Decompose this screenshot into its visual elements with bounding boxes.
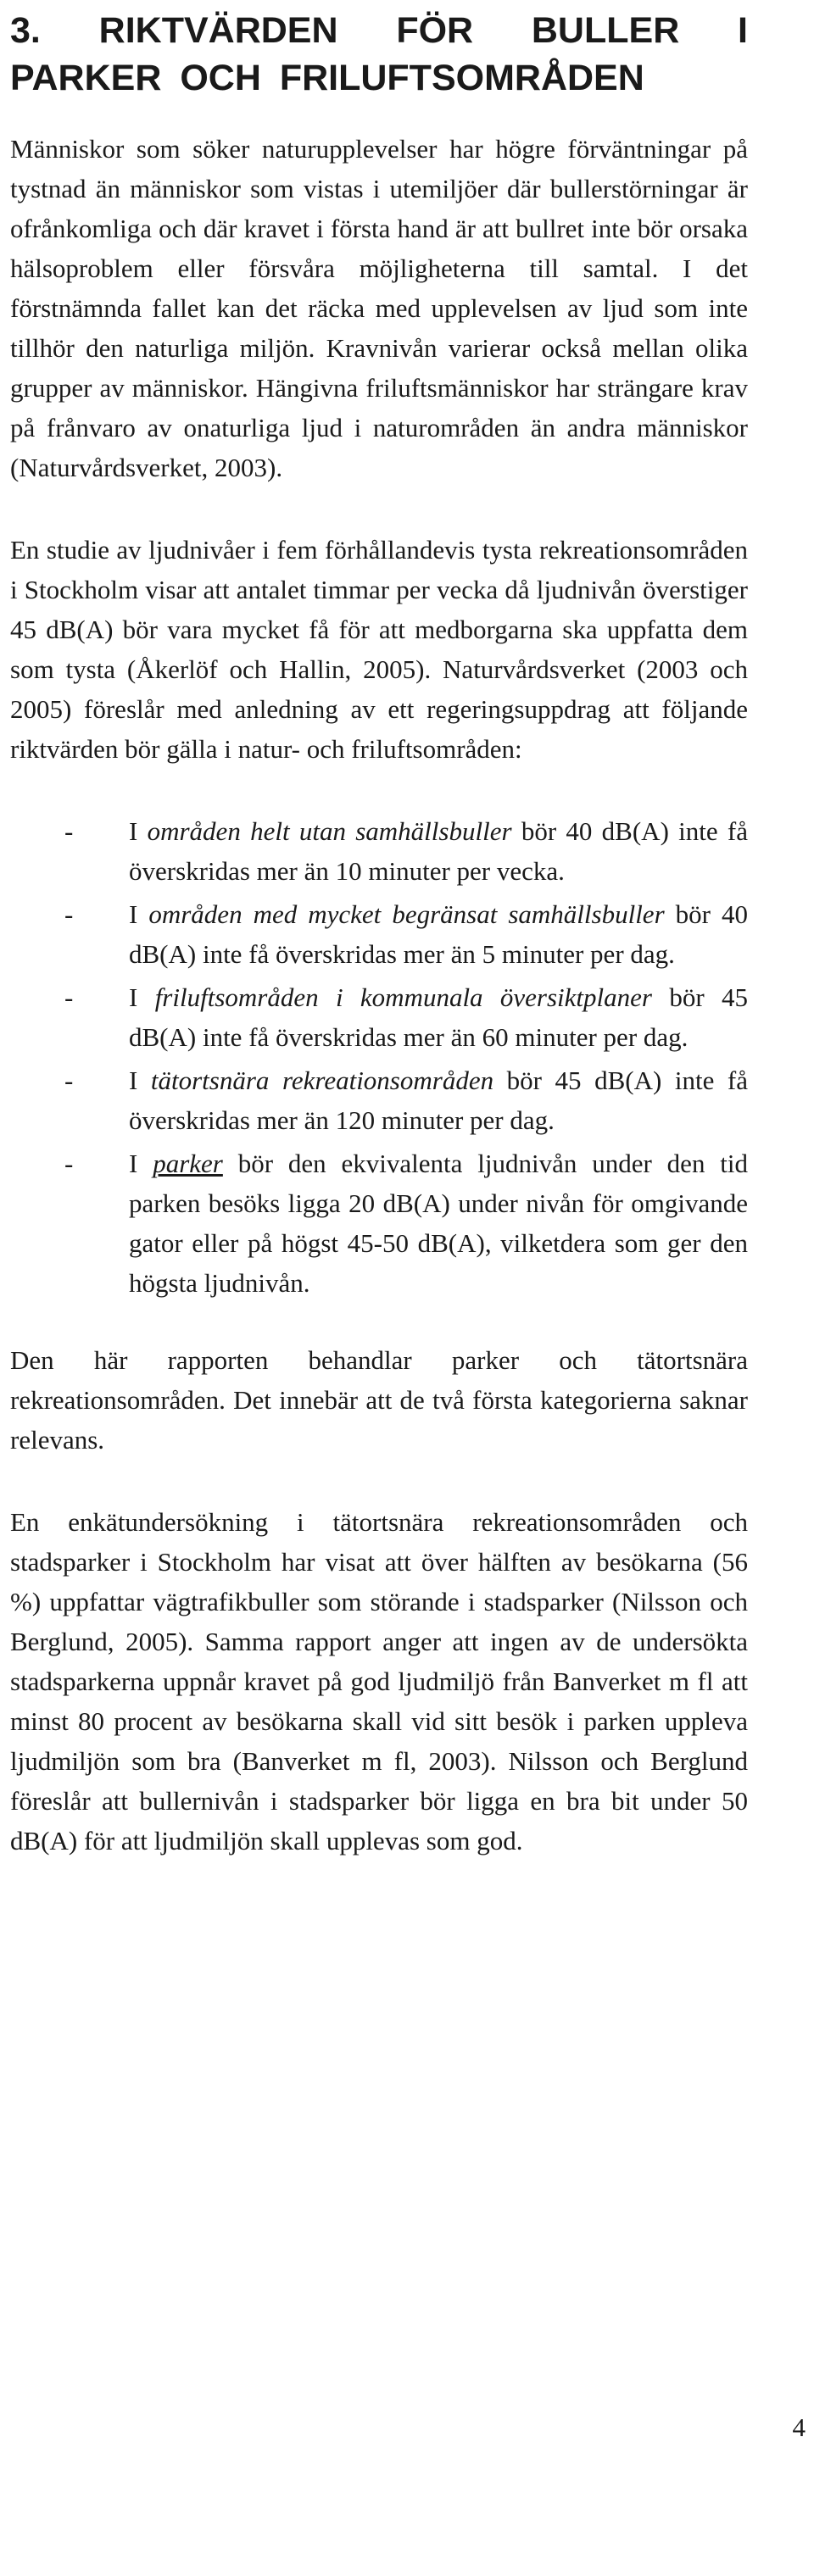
guideline-prefix: I [129,1065,138,1095]
document-page [10,7,748,1903]
guideline-text: bör 40 dB(A) inte få överskridas mer än 5 minuter per dag. [129,899,749,969]
guideline-item [10,894,748,974]
guideline-prefix: I [129,816,138,846]
guideline-item [10,1060,748,1140]
list-dash: - [64,816,74,846]
guideline-item [10,811,748,891]
paragraph-scope: Den här rapporten behandlar parker och tätortsnära rekreationsområden. Det innebär att de två första kategorierna saknar relevans. [10,1345,748,1455]
guideline-prefix: I [129,899,138,929]
guideline-prefix: I [129,982,138,1012]
paragraph-intro: Människor som söker naturupplevelser har högre förväntningar på tystnad än människor som vistas i utemiljöer där bullerstörningar är ofrånkomliga och där kravet i första hand är att bullret inte bör orsaka hälsoproblem eller försvåra möjligheterna till samtal. I det förstnämnda fallet kan det räcka med upplevelsen av ljud som inte tillhör den naturliga miljön. Kravnivån varierar också mellan olika grupper av människor. Hängivna friluftsmänniskor har strängare krav på frånvaro av onaturliga ljud i naturområden än andra människor (Naturvårdsverket, 2003). [10,134,748,482]
guideline-text: bör 45 dB(A) inte få överskridas mer än 120 minuter per dag. [129,1065,748,1135]
page-number: 4 [792,2412,806,2442]
paragraph-survey: En enkätundersökning i tätortsnära rekreationsområden och stadsparker i Stockholm har visat att över hälften av besökarna (56 %) uppfattar vägtrafikbuller som störande i stadsparker (Nilsson och Berglund, 2005). Samma rapport anger att ingen av de undersökta stadsparkerna uppnår kravet på god ljudmiljö från Banverket m fl att minst 80 procent av besökarna skall vid sitt besök i parken uppleva ljudmiljön som bra (Banverket m fl, 2003). Nilsson och Berglund föreslår att bullernivån i stadsparker bör ligga en bra bit under 50 dB(A) för att ljudmiljön skall upplevas som god. [10,1507,748,1855]
list-dash: - [64,1065,74,1095]
guideline-area: friluftsområden i kommunala översiktplaner [154,982,652,1012]
list-dash: - [64,899,74,929]
list-dash: - [64,982,74,1012]
guideline-area: tätortsnära rekreationsområden [150,1065,494,1095]
guideline-item [10,977,748,1057]
guideline-area: områden helt utan samhällsbuller [147,816,512,846]
guideline-list [10,811,748,1303]
guideline-prefix: I [129,1149,138,1178]
guideline-item [10,1143,748,1303]
guideline-text: bör 45 dB(A) inte få överskridas mer än 60 minuter per dag. [129,982,749,1052]
section-heading: 3. RIKTVÄRDEN FÖR BULLER I PARKER OCH FRILUFTSOMRÅDEN [10,10,748,98]
guideline-text: bör den ekvivalenta ljudnivån under den tid parken besöks ligga 20 dB(A) under nivån för omgivande gator eller på högst 45-50 dB(A), vilketdera som ger den högsta ljudnivån. [129,1149,749,1298]
guideline-text: bör 40 dB(A) inte få överskridas mer än 10 minuter per vecka. [129,816,749,886]
guideline-area: parker [153,1149,223,1178]
guideline-area: områden med mycket begränsat samhällsbuller [148,899,665,929]
paragraph-study: En studie av ljudnivåer i fem förhållandevis tysta rekreationsområden i Stockholm visar att antalet timmar per vecka då ljudnivån överstiger 45 dB(A) bör vara mycket få för att medborgarna ska uppfatta dem som tysta (Åkerlöf och Hallin, 2005). Naturvårdsverket (2003 och 2005) föreslår med anledning av ett regeringsuppdrag att följande riktvärden bör gälla i natur- och friluftsområden: [10,535,748,764]
list-dash: - [64,1149,74,1178]
